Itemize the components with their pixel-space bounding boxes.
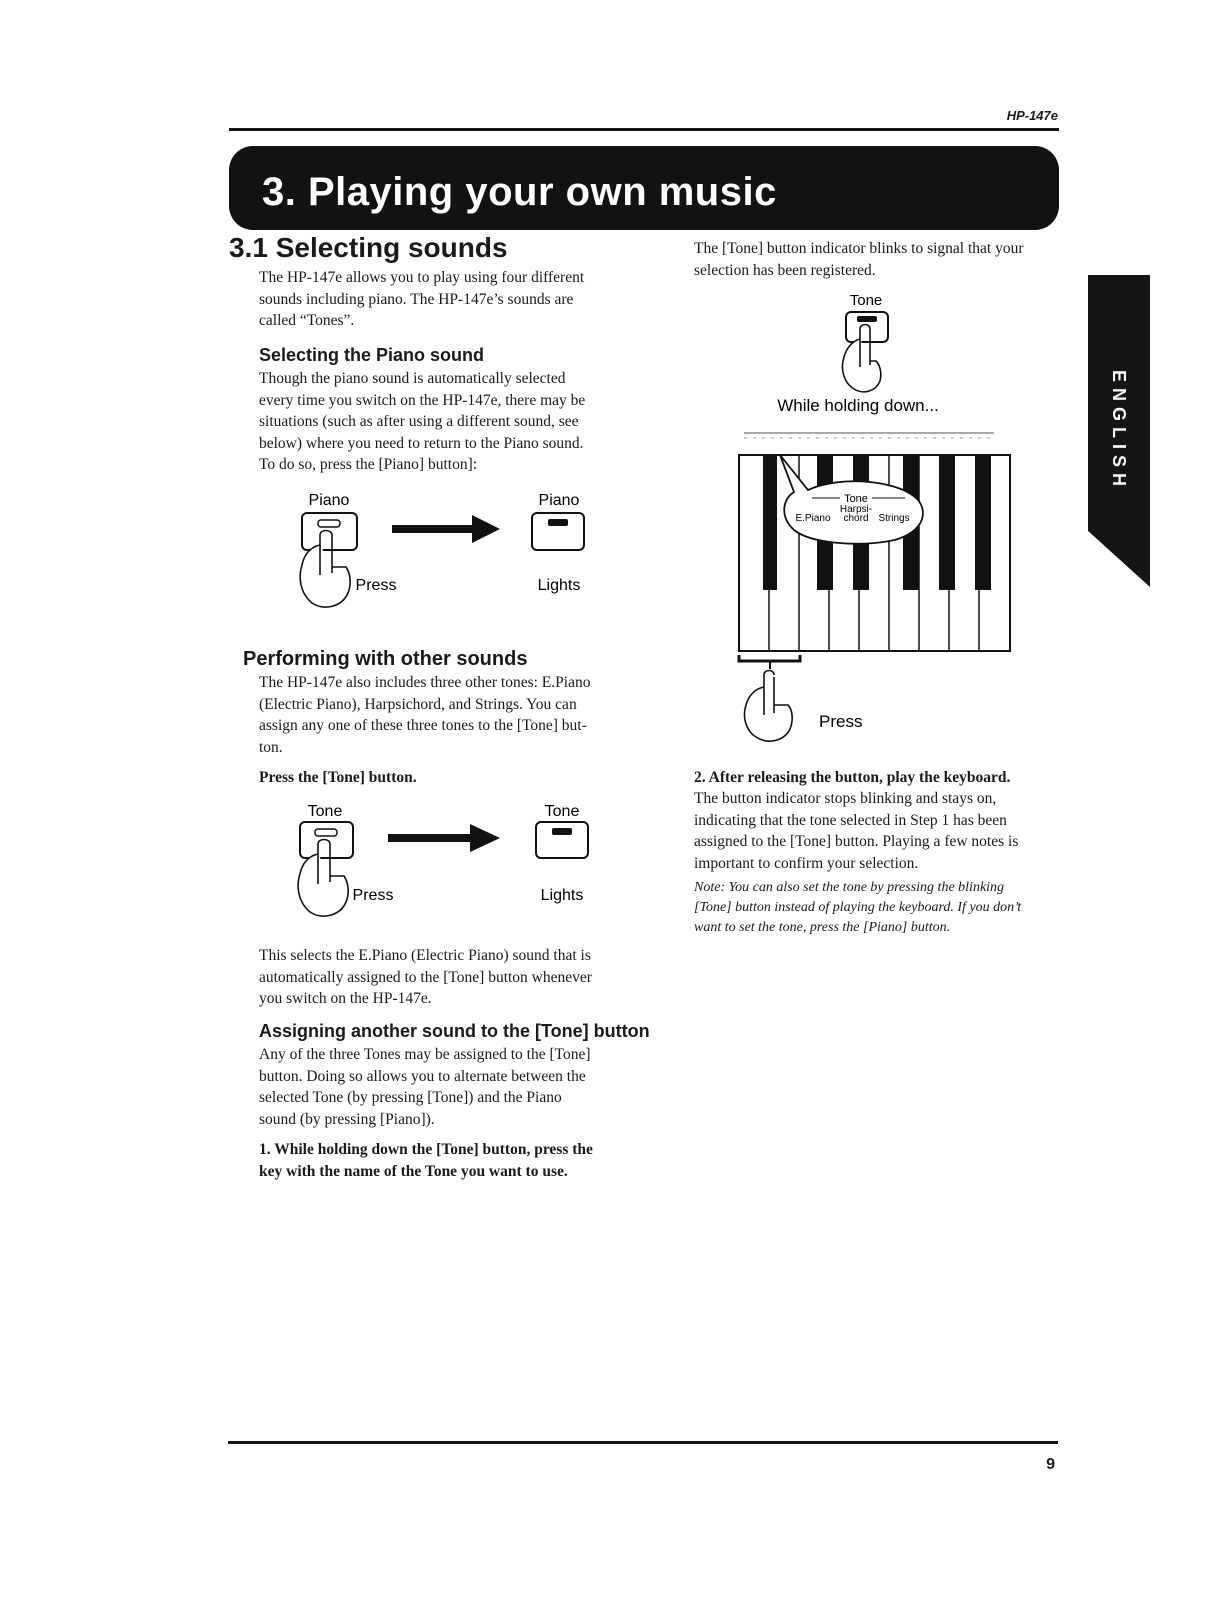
holding-label: While holding down... xyxy=(777,396,939,415)
piano-button-lit xyxy=(532,513,584,550)
callout-strings: Strings xyxy=(878,513,910,524)
perform-instruction: Press the [Tone] button. xyxy=(259,769,417,786)
callout-epiano: E.Piano xyxy=(795,513,831,524)
press-label: Press xyxy=(352,887,394,904)
section-heading: 3.1 Selecting sounds xyxy=(229,232,508,263)
tone-label-right: Tone xyxy=(544,803,580,820)
piano-indicator-off xyxy=(318,520,340,527)
callout-harpsi-top: Harpsi- xyxy=(839,504,873,515)
perform-body: The HP-147e also includes three other tones: E.Piano (Electric Piano), Harpsichord, and Strings. You can assign any one of these three tones to the [Tone] but- ton. xyxy=(259,674,591,756)
piano-indicator-on xyxy=(548,519,568,526)
tone-button-lit xyxy=(536,822,588,858)
blink-text: The [Tone] button indicator blinks to signal that your selection has been registered. xyxy=(694,240,1024,279)
section-intro: The HP-147e allows you to play using four different sounds including piano. The HP-147e’s sounds are called “Tones”. xyxy=(259,269,585,329)
piano-label-right: Piano xyxy=(538,492,580,509)
tone-indicator xyxy=(857,316,877,322)
tone-button-diagram xyxy=(280,796,610,926)
assign-body: Any of the three Tones may be assigned to the [Tone] button. Doing so allows you to alternate between the selected Tone (by pressing [Tone]) and the Piano sound (by pressing [Piano]). xyxy=(259,1046,591,1128)
lights-label: Lights xyxy=(540,887,584,904)
tone-label-left: Tone xyxy=(307,803,343,820)
keyboard-diagram xyxy=(730,285,1030,755)
assign-step1: 1. While holding down the [Tone] button, press the key with the name of the Tone you want to use. xyxy=(259,1141,593,1180)
piano-label-left: Piano xyxy=(308,492,350,509)
callout-title: Tone xyxy=(844,493,868,505)
lights-label: Lights xyxy=(537,577,581,594)
piano-body: Though the piano sound is automatically selected every time you switch on the HP-147e, there may be situations (such as after using a different sound, see below) where you need to return to the Piano sound. To do so, press the [Piano] button]: xyxy=(259,370,586,473)
header-rule xyxy=(229,128,1059,131)
page-number: 9 xyxy=(1046,1456,1055,1473)
language-tab-label: ENGLISH xyxy=(1109,370,1129,493)
step2-body: The button indicator stops blinking and stays on, indicating that the tone selected in Step 1 has been assigned to the [Tone] button. Playing a few notes is important to confirm your selection. xyxy=(694,790,1019,872)
arrow-right-icon xyxy=(392,515,500,543)
callout-harpsi-bottom: chord xyxy=(843,513,869,524)
tone-indicator-on xyxy=(552,828,572,835)
arrow-right-icon xyxy=(388,824,500,852)
step2-heading: 2. After releasing the button, play the keyboard. xyxy=(694,769,1011,786)
chapter-title: 3. Playing your own music xyxy=(262,170,777,214)
note-text: Note: You can also set the tone by pressing the blinking [Tone] button instead of playing the keyboard. If you don’t want to set the tone, press the [Piano] button. xyxy=(694,880,1022,935)
piano-subheading: Selecting the Piano sound xyxy=(259,345,485,365)
tone-indicator-off xyxy=(315,829,337,836)
model-name: HP-147e xyxy=(1006,108,1058,123)
tone-label: Tone xyxy=(849,292,883,309)
hand-icon xyxy=(744,675,792,741)
press-label: Press xyxy=(819,712,863,731)
key-bracket xyxy=(739,655,800,661)
press-label: Press xyxy=(355,577,397,594)
piano-button-diagram xyxy=(280,485,610,615)
footer-rule xyxy=(228,1441,1058,1444)
assign-heading: Assigning another sound to the [Tone] button xyxy=(259,1021,650,1041)
perform-heading: Performing with other sounds xyxy=(243,648,528,670)
epiano-note: This selects the E.Piano (Electric Piano) sound that is automatically assigned to the [Tone] button whenever you switch on the HP-147e. xyxy=(259,947,592,1007)
